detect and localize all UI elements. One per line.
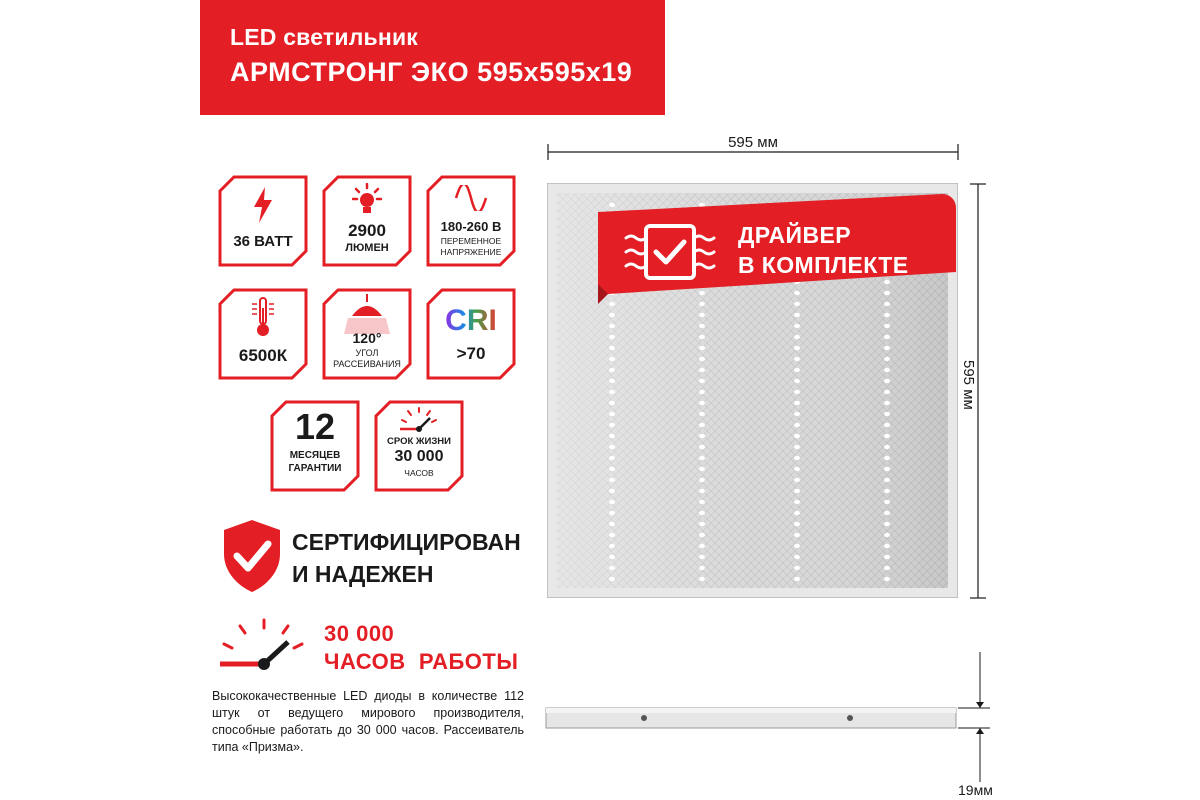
title-banner [200, 0, 665, 115]
led-dot [794, 533, 800, 537]
led-dot [609, 357, 615, 361]
led-dot [609, 577, 615, 581]
led-dot [609, 368, 615, 372]
led-dot [794, 335, 800, 339]
led-dot [794, 522, 800, 526]
gauge-icon [218, 618, 306, 670]
badge-angle [322, 288, 412, 380]
led-dot [794, 313, 800, 317]
badge-lumen-value: 2900 [348, 221, 386, 240]
driver-line1: ДРАЙВЕР [738, 222, 851, 248]
led-dot [609, 434, 615, 438]
led-dot [884, 357, 890, 361]
panel-side-view [540, 700, 1000, 790]
led-dot [794, 566, 800, 570]
led-dot [699, 478, 705, 482]
led-dot [699, 533, 705, 537]
led-dot [794, 445, 800, 449]
lamp-beam-icon [344, 294, 390, 334]
led-dot [699, 379, 705, 383]
badge-life [374, 400, 464, 492]
led-dot [699, 456, 705, 460]
led-dot [699, 335, 705, 339]
badge-angle-line2: УГОЛ [355, 348, 379, 358]
led-dot [699, 467, 705, 471]
led-dot [794, 555, 800, 559]
driver-line2: В КОМПЛЕКТЕ [738, 252, 909, 278]
led-dot [609, 544, 615, 548]
hours-line1: 30 000 [324, 621, 395, 646]
led-dot [884, 379, 890, 383]
badge-life-line3: ЧАСОВ [404, 468, 434, 478]
led-dot [699, 511, 705, 515]
led-dot [884, 511, 890, 515]
led-dot [699, 346, 705, 350]
depth-label: 19мм [958, 782, 993, 798]
led-dot [884, 544, 890, 548]
led-dot [884, 445, 890, 449]
badge-cri-value: CRI [445, 304, 497, 336]
led-dot [794, 357, 800, 361]
led-dot [699, 445, 705, 449]
cert-line2: И НАДЕЖЕН [292, 561, 434, 587]
badge-angle-value: 120° [352, 330, 382, 346]
led-dot [794, 324, 800, 328]
badge-lumen [322, 175, 412, 267]
led-dot [794, 478, 800, 482]
led-dot [884, 346, 890, 350]
led-dot [699, 357, 705, 361]
driver-text [738, 220, 909, 280]
led-dot [794, 390, 800, 394]
cert-text [292, 526, 521, 590]
led-dot [794, 346, 800, 350]
led-dot [699, 434, 705, 438]
badge-voltage-line3: НАПРЯЖЕНИЕ [440, 247, 502, 257]
led-dot [609, 489, 615, 493]
led-dot [884, 566, 890, 570]
led-dot [609, 401, 615, 405]
thermometer-icon [250, 296, 276, 338]
badge-voltage-value: 180-260 В [440, 219, 502, 234]
sine-wave-icon [454, 185, 488, 211]
led-dot [884, 489, 890, 493]
led-dot [794, 489, 800, 493]
led-dot [884, 390, 890, 394]
led-dot [699, 577, 705, 581]
badge-warranty-line2: МЕСЯЦЕВ [289, 450, 341, 461]
badge-power-value: 36 ВАТТ [233, 233, 293, 250]
depth-dimension-line [978, 652, 982, 700]
badge-angle-line3: РАССЕИВАНИЯ [333, 359, 401, 369]
led-dot [794, 467, 800, 471]
badge-voltage-line2: ПЕРЕМЕННОЕ [440, 236, 502, 246]
led-dot [699, 313, 705, 317]
badge-temp-value: 6500К [238, 346, 288, 365]
title-line2: АРМСТРОНГ ЭКО 595x595x19 [230, 57, 633, 87]
led-dot [884, 555, 890, 559]
badge-lumen-unit: ЛЮМЕН [345, 242, 389, 254]
led-dot [884, 533, 890, 537]
led-dot [794, 368, 800, 372]
led-dot [884, 401, 890, 405]
cert-line1: СЕРТИФИЦИРОВАН [292, 529, 521, 555]
lightning-icon [252, 187, 274, 223]
led-dot [699, 423, 705, 427]
led-dot [794, 412, 800, 416]
led-dot [794, 456, 800, 460]
led-dot [794, 577, 800, 581]
led-dot [794, 379, 800, 383]
led-dot [884, 423, 890, 427]
led-dot [699, 412, 705, 416]
led-dot [699, 324, 705, 328]
title-line1: LED светильник [230, 24, 419, 50]
led-dot [609, 346, 615, 350]
led-dot [699, 522, 705, 526]
badge-voltage [426, 175, 516, 267]
hours-text [324, 620, 518, 676]
led-dot [794, 434, 800, 438]
chip-check-icon [622, 220, 718, 296]
led-dot [609, 566, 615, 570]
led-dot [884, 335, 890, 339]
badge-cri [426, 288, 516, 380]
led-dot [794, 423, 800, 427]
led-dot [609, 412, 615, 416]
led-dot [884, 478, 890, 482]
description: Высококачественные LED диоды в количестве 112 штук от ведущего мирового производителя, способные работать до 30 000 часов. Рассеиватель типа «Призма». [212, 689, 524, 754]
gauge-icon [396, 406, 442, 432]
led-dot [794, 401, 800, 405]
led-dot [609, 500, 615, 504]
led-dot [609, 467, 615, 471]
led-dot [609, 313, 615, 317]
led-dot [884, 467, 890, 471]
led-dot [884, 522, 890, 526]
badge-temp [218, 288, 308, 380]
height-label: 595 мм [960, 360, 977, 410]
led-dot [884, 324, 890, 328]
badge-life-line2: 30 000 [394, 448, 444, 465]
badge-warranty [270, 400, 360, 492]
led-dot [794, 500, 800, 504]
led-dot [884, 500, 890, 504]
led-dot [699, 401, 705, 405]
led-dot [699, 555, 705, 559]
led-dot [884, 412, 890, 416]
led-dot [609, 478, 615, 482]
badge-warranty-line3: ГАРАНТИИ [288, 463, 342, 474]
led-dot [794, 544, 800, 548]
led-dot [699, 500, 705, 504]
badge-power [218, 175, 308, 267]
led-dot [609, 456, 615, 460]
badge-life-value: СРОК ЖИЗНИ [387, 436, 451, 447]
led-dot [609, 324, 615, 328]
light-bulb-icon [352, 183, 382, 217]
led-dot [884, 313, 890, 317]
led-dot [884, 577, 890, 581]
led-dot [609, 445, 615, 449]
led-dot [699, 566, 705, 570]
led-dot [609, 390, 615, 394]
led-dot [609, 522, 615, 526]
led-dot [609, 511, 615, 515]
led-dot [609, 379, 615, 383]
hours-line2: ЧАСОВ РАБОТЫ [324, 649, 519, 674]
led-dot [794, 511, 800, 515]
led-dot [699, 390, 705, 394]
led-dot [699, 489, 705, 493]
cri-rainbow-icon [438, 302, 504, 336]
led-dot [884, 368, 890, 372]
led-dot [609, 555, 615, 559]
led-dot [609, 423, 615, 427]
shield-check-icon [222, 518, 282, 594]
badge-cri-line2: >70 [456, 344, 486, 363]
led-dot [884, 456, 890, 460]
width-label: 595 мм [728, 134, 778, 151]
led-dot [609, 335, 615, 339]
led-dot [699, 368, 705, 372]
badge-warranty-value: 12 [294, 406, 336, 447]
led-dot [884, 434, 890, 438]
led-dot [609, 533, 615, 537]
led-dot [699, 544, 705, 548]
